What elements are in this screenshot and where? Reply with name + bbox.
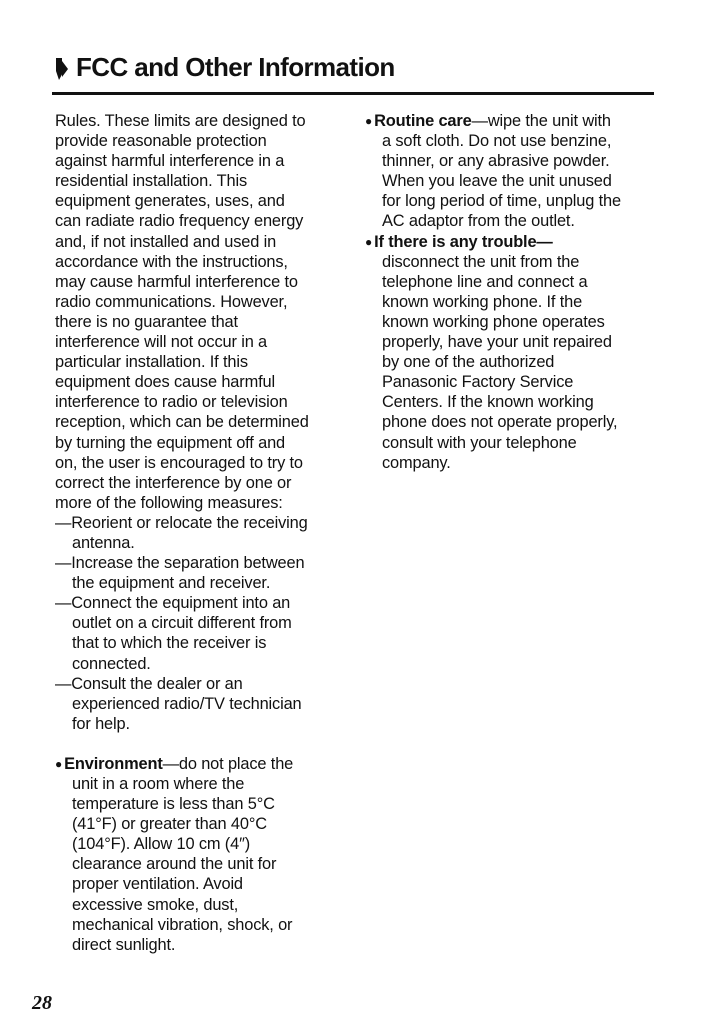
routine-care-term: Routine care [374,112,472,130]
environment-text: unit in a room where the [72,775,245,793]
text-line: accordance with the instructions, [55,252,288,271]
measure-item [55,674,355,734]
trouble-text: telephone line and connect a [382,272,588,291]
measure-item [55,553,355,593]
left-column [55,111,355,955]
measure-text: —Increase the separation between [55,554,305,573]
environment-item [55,754,355,955]
text-line: equipment does cause harmful [55,373,275,392]
right-column [365,111,665,473]
bullet-icon: ● [365,234,373,249]
trouble-text: phone does not operate properly, [382,413,618,432]
measure-text: antenna. [72,533,135,552]
section-arrow-icon [53,58,69,80]
bullet-icon: ● [365,114,373,128]
text-line: may cause harmful interference to [55,272,298,291]
measure-text: the equipment and receiver. [72,574,271,593]
trouble-text: Centers. If the known working [382,393,594,412]
routine-care-heading-line [365,111,665,131]
environment-text: clearance around the unit for [72,855,277,874]
environment-text: temperature is less than 5°C [72,795,275,814]
environment-text: mechanical vibration, shock, or [72,915,293,934]
routine-care-item [365,111,665,232]
spacer [55,734,355,754]
trouble-text: known working phone. If the [382,292,583,311]
text-line: particular installation. If this [55,353,248,372]
trouble-term: If there is any trouble— [374,232,553,251]
environment-text: direct sunlight. [72,935,176,954]
routine-care-text: thinner, or any abrasive powder. [382,152,610,171]
text-line: radio communications. However, [55,292,288,311]
text-line: residential installation. This [55,172,247,191]
text-line: interference to radio or television [55,393,288,412]
environment-text: proper ventilation. Avoid [72,875,243,894]
trouble-text: known working phone operates [382,312,605,331]
measure-list [55,513,355,734]
text-line: reception, which can be determined [55,413,309,432]
trouble-text: disconnect the unit from the [382,252,580,271]
measure-text: that to which the receiver is [72,634,267,653]
text-line: against harmful interference in a [55,152,285,171]
trouble-text: by one of the authorized [382,353,555,372]
routine-care-text: —wipe the unit with [471,112,611,130]
page-title: FCC and Other Information [76,52,395,82]
bullet-icon: ● [55,756,63,771]
trouble-item [365,232,665,473]
measure-text: —Connect the equipment into an [55,594,291,613]
environment-term: Environment [64,754,163,773]
measure-item [55,593,355,673]
environment-text: excessive smoke, dust, [72,895,239,914]
measure-text: —Consult the dealer or an [55,674,243,693]
text-line: Rules. These limits are designed to [55,112,306,130]
environment-text: —do not place the [162,754,294,773]
trouble-heading-line [365,232,665,252]
measure-text: outlet on a circuit different from [72,614,292,633]
text-line: correct the interference by one or [55,473,292,492]
environment-heading-line [55,754,355,774]
measure-text: experienced radio/TV technician [72,694,302,713]
trouble-text: properly, have your unit repaired [382,333,612,352]
text-line: equipment generates, uses, and [55,192,285,211]
text-line: on, the user is encouraged to try to [55,453,303,472]
text-line: there is no guarantee that [55,312,238,331]
page-number: 28 [32,992,52,1014]
text-line: interference will not occur in a [55,333,268,352]
trouble-text: company. [382,453,451,472]
environment-text: (41°F) or greater than 40°C [72,815,267,834]
measure-text: connected. [72,654,151,673]
measure-text: for help. [72,714,130,733]
environment-text: (104°F). Allow 10 cm (4″) [72,835,251,854]
routine-care-text: a soft cloth. Do not use benzine, [382,132,612,151]
trouble-text: Panasonic Factory Service [382,373,574,392]
text-line: by turning the equipment off and [55,433,285,452]
text-line: can radiate radio frequency energy [55,212,304,231]
text-line: and, if not installed and used in [55,232,277,251]
text-line: more of the following measures: [55,493,283,512]
fcc-paragraph [55,111,355,513]
measure-text: —Reorient or relocate the receiving [55,513,308,532]
routine-care-text: for long period of time, unplug the [382,192,621,211]
text-line: provide reasonable protection [55,132,267,151]
routine-care-text: AC adaptor from the outlet. [382,212,575,231]
measure-item [55,513,355,553]
trouble-text: consult with your telephone [382,433,577,452]
section-header [52,48,654,95]
routine-care-text: When you leave the unit unused [382,172,612,191]
